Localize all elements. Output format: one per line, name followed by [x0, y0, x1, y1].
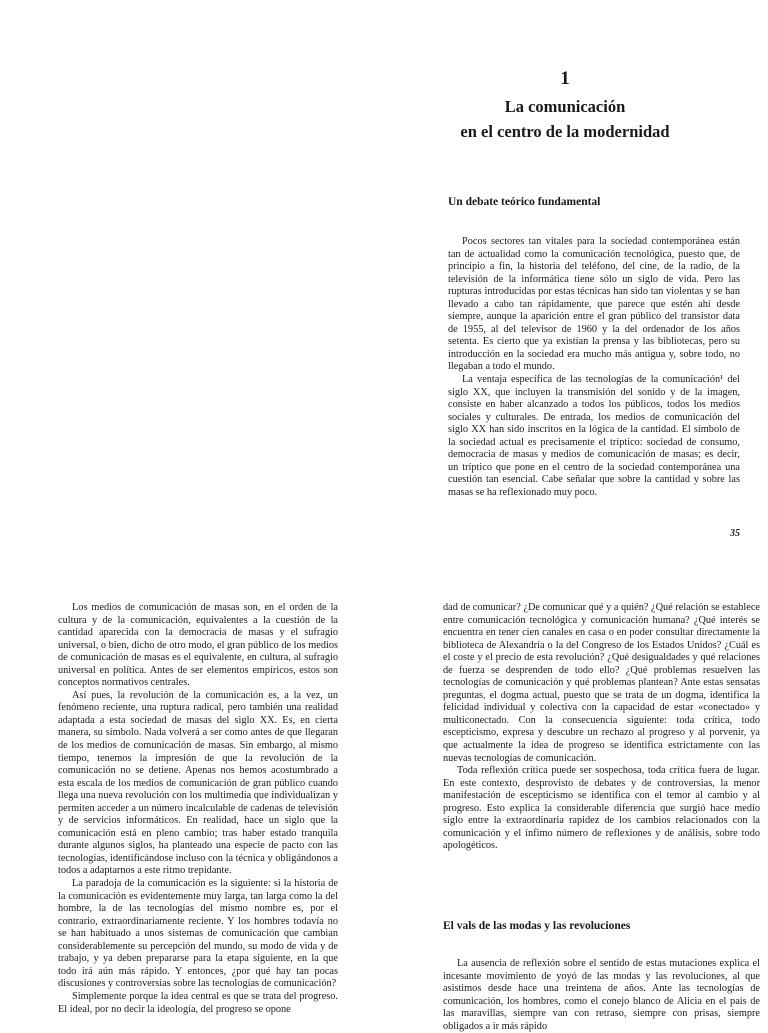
left-column-text [58, 602, 338, 1016]
chapter-number: 1 [560, 68, 570, 89]
page-number: 35 [730, 528, 740, 539]
chapter-opening-text [448, 236, 740, 499]
paragraph: Los medios de comunicación de masas son, en el orden de la cultura y de la comunicación, equivalentes a la cuestión de la cantidad aparecida con la democracia de masas y el sufragio universal, o bien, dicho de otro modo, el gran público de los medios de comunicación de masas es el equivalente, en cultura, al sufragio universal en política. Antes de ser elementos empíricos, estos son conceptos normativos centrales. [58, 602, 338, 689]
paragraph: Toda reflexión crítica puede ser sospechosa, toda crítica fuera de lugar. En este contexto, desprovisto de debates y de controversias, la menor manifestación de escepticismo se identifica con el temor al cambio y al progreso. Esto explica la considerable diferencia que surgió hace medio siglo entre la extraordinaria rapidez de los cambios relacionados con la comunicación y el ínfimo número de reflexiones y de análisis, sobre todo apologéticos. [443, 765, 760, 852]
paragraph: La ausencia de reflexión sobre el sentido de estas mutaciones explica el incesante movimiento de yoyó de las modas y las revoluciones, al que asistimos desde hace una treintena de años. Ante las tecnologías de comunicación, los hombres, como el conejo blanco de Alicia en el país de las maravillas, siempre van con retraso, siempre con prisas, siempre obligados a ir más rápido [443, 958, 760, 1032]
paragraph: Simplemente porque la idea central es que se trata del progreso. El ideal, por no decir la ideología, del progreso se opone [58, 990, 338, 1015]
chapter-title-line-1: La comunicación [504, 97, 626, 116]
right-column-text [443, 602, 760, 853]
right-column-continued [443, 958, 760, 1033]
section-heading-vals: El vals de las modas y las revoluciones [443, 920, 631, 932]
facing-pages [0, 560, 768, 1032]
paragraph: Pocos sectores tan vitales para la sociedad contemporánea están tan de actualidad como la comunicación tecnológica, puesto que, de principio a fin, la historia del teléfono, del cine, de la radio, de la televisión de la informática tiene sólo un siglo de vida. Pero las rupturas introducidas por estas técnicas han sido tan violentas y se han llevado a cabo tan rápidamente, que parece que estén ahí desde siempre, aunque la aparición entre el gran público del transistor data de 1955, al del televisor de 1960 y la del ordenador de los años setenta. Es cierto que ya existían la prensa y las bibliotecas, pero su introducción en la sociedad era mucho más antigua y, sobre todo, no llegaban a todo el mundo. [448, 236, 740, 373]
chapter-title-line-2: en el centro de la modernidad [460, 122, 670, 141]
section-heading-debate: Un debate teórico fundamental [448, 196, 601, 208]
paragraph: Así pues, la revolución de la comunicación es, a la vez, un fenómeno reciente, una ruptura radical, pero también una realidad adaptada a esta sociedad de masas del siglo XX. Es, en cierta manera, su símbolo. Nada volverá a ser como antes de que llegaran de los medios de comunicación de masas. Sin embargo, al mismo tiempo, tenemos la impresión de que la revolución de la comunicación no se detiene. Apenas nos hemos acostumbrado a esta escala de los medios de comunicación de gran público cuando llega una nueva revolución con los multimedia que individualizan y permiten acceder a un número incalculable de cadenas de televisión y de servicios informáticos. En realidad, hace un siglo que la comunicación está en pleno cambio; tras haber estado tranquila durante algunos siglos, ha planteado una especie de pacto con las tecnologías, identificándose incluso con la técnica y obligándonos a todos a adaptarnos a este ritmo trepidante. [58, 689, 338, 877]
chapter-title [420, 94, 710, 144]
paragraph: La ventaja específica de las tecnologías de la comunicación¹ del siglo XX, que incluyen la transmisión del sonido y de la imagen, consiste en haber alcanzado a todos los públicos, todos los medios sociales y culturales. De entrada, los medios de comunicación del siglo XX han sido inscritos en la lógica de la cantidad. El símbolo de la sociedad actual es precisamente el tríptico: sociedad de consumo, democracia de masas y medios de comunicación de masas; es decir, un tríptico que pone en el centro de la sociedad contemporánea una cuestión tan esencial. Cabe señalar que sobre la cantidad y sobre las masas se ha reflexionado muy poco. [448, 374, 740, 498]
paragraph: La paradoja de la comunicación es la siguiente: si la historia de la comunicación es evidentemente muy larga, tan larga como la del hombre, la de las tecnologías del mismo nombre es, por el contrario, extraordinariamente reciente. Y los hombres todavía no se han habituado a unos sistemas de comunicación que cambian considerablemente su percepción del mundo, su modo de vida y de trabajo, y ya deben prepararse para la etapa siguiente, en la que todo irá aún más rápido. Y entonces, ¿por qué hay tan pocas discusiones y controversias sobre las tecnologías de comunicación? [58, 878, 338, 990]
paragraph: dad de comunicar? ¿De comunicar qué y a quién? ¿Qué relación se establece entre comunicación tecnológica y comunicación humana? ¿Qué interés se encuentra en tener cien canales en casa o en poder consultar directamente la biblioteca de Alexandría o la del Congreso de los Estados Unidos? ¿Cuál es el coste y el precio de esta revolución? ¿Qué desigualdades y qué relaciones de fuerza se desprenden de todo ello? ¿Qué problemas resuelven las tecnologías de comunicación y qué problemas plantean? Ante estas sensatas preguntas, el dogma actual, puesto que se trata de un dogma, identifica la felicidad individual y colectiva con la capacidad de estar «conectado» y multiconectado. Con la consecuencia siguiente: toda crítica, todo escepticismo, expresa y descubre un rechazo al progreso y al porvenir, ya que actualmente la idea de progreso se identifica estrictamente con las nuevas tecnologías de comunicación. [443, 602, 760, 764]
